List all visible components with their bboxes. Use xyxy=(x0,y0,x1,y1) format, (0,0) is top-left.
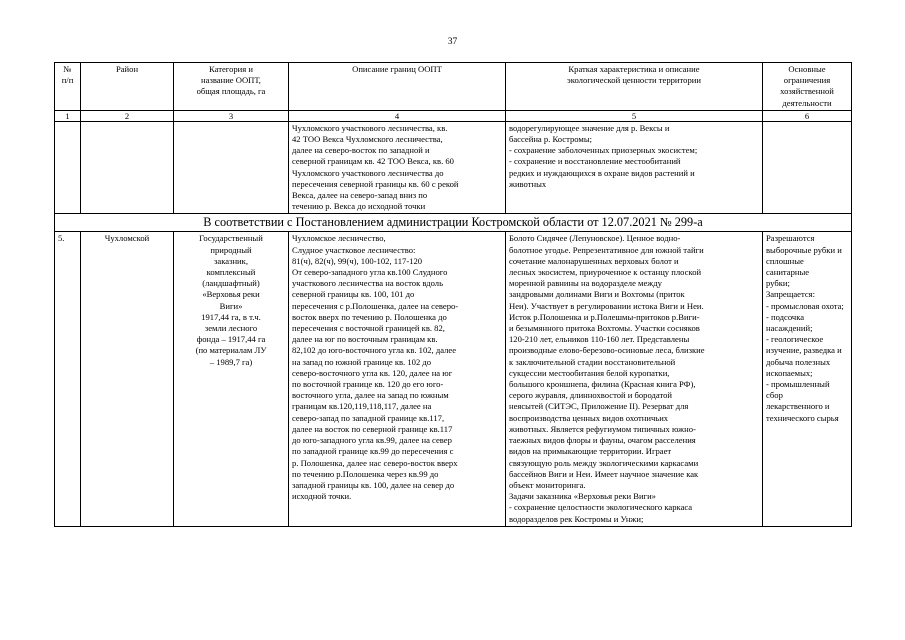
header-district: Район xyxy=(81,63,174,111)
cell-category xyxy=(174,121,289,214)
section-row xyxy=(55,214,852,232)
cell-number xyxy=(55,121,81,214)
column-number: 3 xyxy=(174,110,289,121)
header-boundaries: Описание границ ООПТ xyxy=(289,63,506,111)
cell-restrictions: Разрешаются выборочные рубки и сплошные санитарные рубки; Запрещается: - промысловая охота; - подсочка насаждений; - геологическое изучение, разведка и добыча полезных ископаемых; - промышленный сбор лекарственного и технического сырья xyxy=(763,232,852,526)
cell-category: Государственный природный заказник, комплексный (ландшафтный) «Верховья реки Виги» 1917,44 га, в т.ч. земли лесного фонда – 1917,44 га (по материалам ЛУ – 1989,7 га) xyxy=(174,232,289,526)
header-category: Категория и название ООПТ, общая площадь, га xyxy=(174,63,289,111)
cell-district xyxy=(81,121,174,214)
cell-boundaries: Чухломское лесничество, Слудное участковое лесничество: 81(ч), 82(ч), 99(ч), 100-102, 117-120 От северо-западного угла кв.100 Слудного участкового лесничества на восток вдоль северной границы кв. 100, 101 до пересечения с р.Полошенка, далее на северо- восток вверх по течению р. Полошенка до пересечения с восточной границей кв. 82, далее на юг по восточным границам кв. 82,102 до юго-восточного угла кв. 102, далее на запад по южной границе кв. 102 до северо-восточного угла кв. 120, далее на юг по восточной границе кв. 120 до его юго- восточного угла, далее на запад по южным границам кв.120,119,118,117, далее на северо-запад по западной границе кв.117, далее на восток по северной границе кв.117 до юго-западного угла кв.99, далее на север по западной границе кв.99 до пересечения с р. Полошенка, далее нас северо-восток вверх по течению р.Полошенка через кв.99 до западной границы кв. 100, далее на север до исходной точки. xyxy=(289,232,506,526)
table-row xyxy=(55,232,852,526)
cell-description: водорегулирующее значение для р. Вексы и бассейна р. Костромы; - сохранение заболоченных приозерных экосистем; - сохранение и восстановление местообитаний редких и нуждающихся в охране видов растений и животных xyxy=(506,121,763,214)
header-description: Краткая характеристика и описание экологической ценности территории xyxy=(506,63,763,111)
column-number: 1 xyxy=(55,110,81,121)
column-number: 5 xyxy=(506,110,763,121)
cell-number: 5. xyxy=(55,232,81,526)
column-number: 4 xyxy=(289,110,506,121)
cell-district: Чухломской xyxy=(81,232,174,526)
cell-description: Болото Сидячее (Лепуновское). Ценное водно- болотное угодье. Репрезентативное для южной тайги сочетание малонарушенных верховых болот и лесных экосистем, приуроченное к останцу плоской моренной равнины на водоразделе между зандровыми долинами Виги и Вохтомы (приток Неи). Участвует в регулировании истока Виги и Неи. Исток р.Полошенка и р.Полешмы-притоков р.Виги- и безымянного притока Вохтомы. Участки сосняков 120-210 лет, ельников 110-160 лет. Представлены производные елово-березово-осиновые леса, близкие к заключительной стадии восстановительной сукцессии местообитания белой куропатки, большого кроншнепа, филина (Красная книга РФ), серого журавля, длиннохвостой и бородатой неясытей (СИТЭС, Приложение II). Резерват для воспроизводства ценных видов охотничьих животных. Является рефугиумом типичных южно- таежных видов флоры и фауны, очагом расселения видов на примыкающие территории. Играет связующую роль между экологическими каркасами бассейнов Виги и Неи. Имеет научное значение как объект мониторинга. Задачи заказника «Верховья реки Виги» - сохранение целостности экологического каркаса водоразделов рек Костромы и Унжи; xyxy=(506,232,763,526)
section-title: В соответствии с Постановлением администрации Костромской области от 12.07.2021 № 299-а xyxy=(55,214,852,232)
column-number: 6 xyxy=(763,110,852,121)
protected-areas-table xyxy=(54,62,852,527)
cell-restrictions xyxy=(763,121,852,214)
page-number: 37 xyxy=(447,37,458,47)
table-header-row xyxy=(55,63,852,111)
header-restrictions: Основные ограничения хозяйственной деятельности xyxy=(763,63,852,111)
header-number: № п/п xyxy=(55,63,81,111)
cell-boundaries: Чухломского участкового лесничества, кв. 42 ТОО Векса Чухломского лесничества, далее на северо-восток по западной и северной границам кв. 42 ТОО Векса, кв. 60 Чухломского участкового лесничества до пересечения северной границы кв. 60 с рекой Векса, далее на северо-запад вниз по течению р. Векса до исходной точки xyxy=(289,121,506,214)
column-number-row xyxy=(55,110,852,121)
table-row xyxy=(55,121,852,214)
column-number: 2 xyxy=(81,110,174,121)
